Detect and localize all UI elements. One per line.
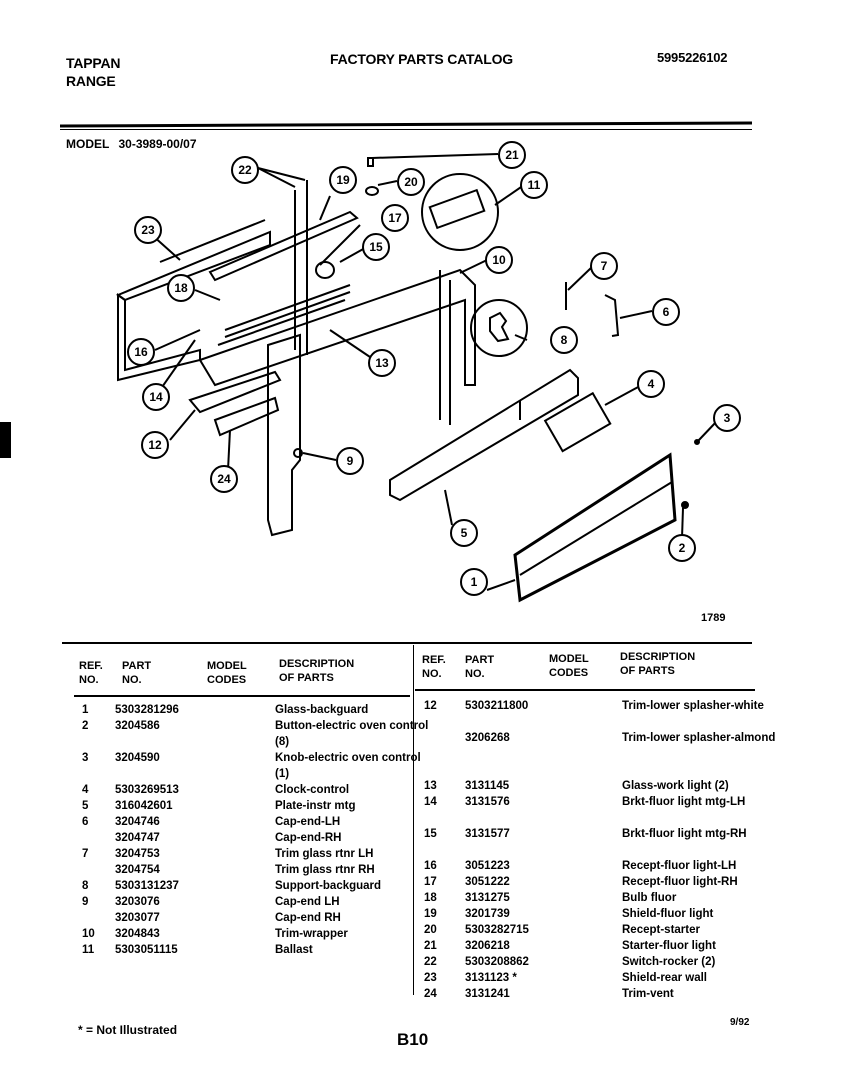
part-no: 3206218 xyxy=(465,940,510,952)
ref-no: 7 xyxy=(82,848,89,860)
part-no: 3131576 xyxy=(465,796,510,808)
ref-no: 15 xyxy=(424,828,437,840)
part-no: 5303281296 xyxy=(115,704,179,716)
ref-no: 20 xyxy=(424,924,437,936)
callout-5: 5 xyxy=(450,519,478,547)
part-no: 3206268 xyxy=(465,732,510,744)
callout-11: 11 xyxy=(520,171,548,199)
part-no: 5303131237 xyxy=(115,880,179,892)
part-no: 3204843 xyxy=(115,928,160,940)
callout-6: 6 xyxy=(652,298,680,326)
part-no: 3131145 xyxy=(465,780,510,792)
part-description: Brkt-fluor light mtg-LH xyxy=(622,796,746,808)
part-description: Trim glass rtnr RH xyxy=(275,864,375,876)
part-description: Starter-fluor light xyxy=(622,940,716,952)
figure-number: 1789 xyxy=(701,612,726,624)
model-label: MODEL xyxy=(66,137,110,151)
catalog-title: FACTORY PARTS CATALOG xyxy=(330,51,513,67)
callout-1: 1 xyxy=(460,568,488,596)
part-no: 3204590 xyxy=(115,752,160,764)
part-description: Cap-end RH xyxy=(275,912,341,924)
callout-14: 14 xyxy=(142,383,170,411)
header-ref-no-right: REF. NO. xyxy=(422,654,446,680)
callout-23: 23 xyxy=(134,216,162,244)
callout-15: 15 xyxy=(362,233,390,261)
header-description-right: DESCRIPTION OF PARTS xyxy=(620,651,696,677)
part-no: 3204753 xyxy=(115,848,160,860)
ref-no: 16 xyxy=(424,860,437,872)
ref-no: 21 xyxy=(424,940,437,952)
part-description: Switch-rocker (2) xyxy=(622,956,716,968)
ref-no: 5 xyxy=(82,800,89,812)
header-part-no-right: PART NO. xyxy=(465,654,495,680)
exploded-parts-diagram xyxy=(0,140,864,630)
callout-17: 17 xyxy=(381,204,409,232)
part-no: 5303211800 xyxy=(465,700,529,712)
part-no: 3131123 * xyxy=(465,972,517,984)
header-ref-no: REF. NO. xyxy=(79,660,103,686)
ref-no: 6 xyxy=(82,816,89,828)
part-description: Trim-wrapper xyxy=(275,928,348,940)
part-no: 3201739 xyxy=(465,908,510,920)
ref-no: 4 xyxy=(82,784,89,796)
part-description: Button-electric oven control (8) xyxy=(275,720,429,748)
callout-2: 2 xyxy=(668,534,696,562)
part-description: Glass-backguard xyxy=(275,704,369,716)
part-description: Knob-electric oven control (1) xyxy=(275,752,421,780)
ref-no: 14 xyxy=(424,796,437,808)
callout-21: 21 xyxy=(498,141,526,169)
part-no: 5303282715 xyxy=(465,924,529,936)
part-no: 316042601 xyxy=(115,800,173,812)
header-model-codes-right: MODEL CODES xyxy=(549,653,589,679)
callout-18: 18 xyxy=(167,274,195,302)
ref-no: 23 xyxy=(424,972,437,984)
callout-8: 8 xyxy=(550,326,578,354)
callout-13: 13 xyxy=(368,349,396,377)
left-header-rule xyxy=(74,695,410,697)
page-number: B10 xyxy=(397,1030,429,1049)
part-no: 5303051115 xyxy=(115,944,178,956)
part-no: 3204746 xyxy=(115,816,160,828)
part-no: 3131275 xyxy=(465,892,510,904)
brand-line-2: RANGE xyxy=(66,73,116,89)
callout-7: 7 xyxy=(590,252,618,280)
callout-20: 20 xyxy=(397,168,425,196)
part-no: 5303208862 xyxy=(465,956,529,968)
table-top-rule xyxy=(62,642,752,644)
ref-no: 12 xyxy=(424,700,437,712)
ref-no: 11 xyxy=(82,944,95,956)
header-model-codes: MODEL CODES xyxy=(207,660,247,686)
ref-no: 8 xyxy=(82,880,89,892)
part-description: Shield-rear wall xyxy=(622,972,708,984)
callout-10: 10 xyxy=(485,246,513,274)
callout-24: 24 xyxy=(210,465,238,493)
ref-no: 13 xyxy=(424,780,437,792)
part-description: Recept-starter xyxy=(622,924,700,936)
callout-19: 19 xyxy=(329,166,357,194)
part-description: Recept-fluor light-LH xyxy=(622,860,737,872)
part-no: 3204747 xyxy=(115,832,160,844)
part-no: 3051223 xyxy=(465,860,510,872)
part-description: Cap-end LH xyxy=(275,896,340,908)
ref-no: 1 xyxy=(82,704,89,716)
part-description: Clock-control xyxy=(275,784,350,796)
ref-no: 18 xyxy=(424,892,437,904)
part-description: Plate-instr mtg xyxy=(275,800,356,812)
header-rule-thick xyxy=(60,121,752,127)
brand-line-1: TAPPAN xyxy=(66,55,121,71)
callout-3: 3 xyxy=(713,404,741,432)
catalog-number: 5995226102 xyxy=(657,50,728,65)
part-description: Ballast xyxy=(275,944,313,956)
ref-no: 3 xyxy=(82,752,89,764)
part-no: 5303269513 xyxy=(115,784,179,796)
ref-no: 2 xyxy=(82,720,89,732)
header-description: DESCRIPTION OF PARTS xyxy=(279,658,355,684)
part-description: Shield-fluor light xyxy=(622,908,714,920)
revision-date: 9/92 xyxy=(730,1017,750,1028)
part-description: Cap-end-RH xyxy=(275,832,342,844)
ref-no: 17 xyxy=(424,876,437,888)
part-no: 3131241 xyxy=(465,988,510,1000)
ref-no: 10 xyxy=(82,928,95,940)
header-part-no: PART NO. xyxy=(122,660,152,686)
part-description: Glass-work light (2) xyxy=(622,780,729,792)
part-no: 3131577 xyxy=(465,828,510,840)
part-description: Trim-lower splasher-white xyxy=(622,700,764,712)
diagram-drawing xyxy=(0,140,864,630)
part-description: Support-backguard xyxy=(275,880,382,892)
part-description: Trim-vent xyxy=(622,988,674,1000)
callout-9: 9 xyxy=(336,447,364,475)
part-no: 3203076 xyxy=(115,896,160,908)
callout-4: 4 xyxy=(637,370,665,398)
model-number: 30-3989-00/07 xyxy=(118,137,197,151)
part-no: 3051222 xyxy=(465,876,510,888)
ref-no: 9 xyxy=(82,896,89,908)
part-no: 3204754 xyxy=(115,864,160,876)
part-description: Brkt-fluor light mtg-RH xyxy=(622,828,747,840)
callout-12: 12 xyxy=(141,431,169,459)
ref-no: 24 xyxy=(424,988,437,1000)
part-no: 3204586 xyxy=(115,720,160,732)
right-header-rule xyxy=(415,689,755,691)
footnote-not-illustrated: * = Not Illustrated xyxy=(78,1023,178,1037)
callout-16: 16 xyxy=(127,338,155,366)
part-description: Bulb fluor xyxy=(622,892,677,904)
part-description: Trim-lower splasher-almond xyxy=(622,732,776,744)
part-no: 3203077 xyxy=(115,912,160,924)
part-description: Trim glass rtnr LH xyxy=(275,848,374,860)
part-description: Cap-end-LH xyxy=(275,816,341,828)
part-description: Recept-fluor light-RH xyxy=(622,876,738,888)
callout-22: 22 xyxy=(231,156,259,184)
ref-no: 19 xyxy=(424,908,437,920)
header-rule-thin xyxy=(60,129,752,130)
ref-no: 22 xyxy=(424,956,437,968)
